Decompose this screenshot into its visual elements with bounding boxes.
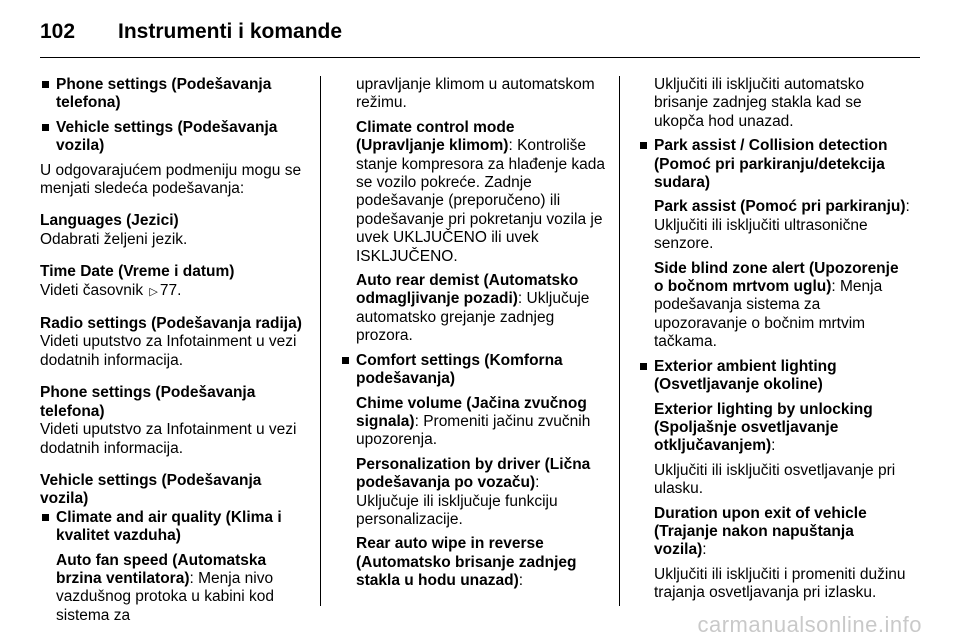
lighting-unlocking-item: Exterior lighting by unlocking (Spoljašnje osvetljavanje otključavanjem):: [654, 400, 873, 455]
personalization-item: Personalization by driver (Lična podešavanja po vozaču): Uključuje ili isključuje funkciju personalizacije.: [356, 455, 591, 528]
languages-heading: Languages (Jezici): [40, 212, 179, 230]
bullet-phone-settings: Phone settings (Podešavanja telefona): [40, 76, 308, 113]
page-ref-arrow-icon: ▷: [149, 285, 158, 298]
column-3: [638, 76, 910, 603]
auto-fan-continued: upravljanje klimom u automatskom režimu.: [356, 76, 595, 112]
bullet-comfort-settings: Comfort settings (Komforna podešavanja): [340, 352, 606, 389]
column-2: [340, 76, 606, 591]
radio-settings-text: Videti uputstvo za Infotainment u vezi dodatnih informacija.: [40, 333, 297, 369]
page-number: 102: [40, 20, 76, 43]
bullet-park-assist: Park assist / Collision detection (Pomoć pri parkiranju/detekcija sudara): [638, 137, 910, 192]
phone-settings-text: Videti uputstvo za Infotainment u vezi dodatnih informacija.: [40, 421, 297, 457]
side-blind-zone-item: Side blind zone alert (Upozorenje o bočnom mrtvom uglu): Menja podešavanja sistema za upozoravanje o bočnim mrtvim tačkama.: [654, 259, 899, 351]
bullet-vehicle-settings: Vehicle settings (Podešavanja vozila): [40, 119, 308, 156]
column-1: [40, 76, 308, 625]
chapter-title: Instrumenti i komande: [118, 20, 343, 43]
park-assist-item: Park assist (Pomoć pri parkiranju): Uključiti ili isključiti ultrasonične senzore.: [654, 198, 910, 253]
time-date-heading: Time Date (Vreme i datum): [40, 263, 235, 281]
bullet-square-icon: [640, 363, 647, 370]
bullet-climate: Climate and air quality (Klima i kvalitet vazduha): [40, 509, 308, 546]
bullet-square-icon: [42, 124, 49, 131]
radio-settings-heading: Radio settings (Podešavanja radija): [40, 315, 302, 333]
auto-rear-demist-item: Auto rear demist (Automatsko odmagljivanje pozadi): Uključuje automatsko grejanje zadnjeg prozora.: [356, 272, 590, 345]
rear-auto-wipe-continued: Uključiti ili isključiti automatsko brisanje zadnjeg stakla kad se ukopča hod unazad.: [654, 76, 865, 130]
rear-auto-wipe-item: Rear auto wipe in reverse (Automatsko brisanje zadnjeg stakla u hodu unazad):: [356, 535, 577, 590]
languages-text: Odabrati željeni jezik.: [40, 230, 188, 248]
bullet-square-icon: [42, 514, 49, 521]
column-divider-2: [619, 76, 620, 606]
time-date-text: Videti časovnik ▷ 77.: [40, 282, 308, 301]
bullet-square-icon: [640, 142, 647, 149]
intro-paragraph: U odgovarajućem podmeniju mogu se menjati sledeća podešavanja:: [40, 161, 302, 198]
watermark: carmanualsonline.info: [697, 612, 922, 637]
phone-settings-heading: Phone settings (Podešavanja telefona): [40, 384, 256, 420]
lighting-unlocking-text: Uključiti ili isključiti osvetljavanje pri ulasku.: [654, 461, 896, 498]
header-rule: [40, 57, 920, 58]
vehicle-settings-heading: Vehicle settings (Podešavanja vozila): [40, 471, 262, 508]
bullet-square-icon: [42, 81, 49, 88]
chime-volume-item: Chime volume (Jačina zvučnog signala): Promeniti jačinu zvučnih upozorenja.: [356, 394, 591, 449]
page-header: [40, 12, 342, 52]
auto-fan-item: Auto fan speed (Automatska brzina ventilatora): Menja nivo vazdušnog protoka u kabini kod sistema za: [56, 551, 275, 624]
duration-exit-item: Duration upon exit of vehicle (Trajanje nakon napuštanja vozila):: [654, 504, 867, 559]
climate-control-mode-item: Climate control mode (Upravljanje klimom): Kontroliše stanje kompresora za hlađenje kada se vozilo pokreće. Zadnje podešavanje (preporučeno) ili podešavanje pri pokretanju vozila je uvek UKLJUČENO ili uvek ISKLJUČENO.: [356, 118, 606, 265]
duration-exit-text: Uključiti ili isključiti i promeniti dužinu trajanja osvetljavanja pri izlasku.: [654, 565, 906, 602]
bullet-exterior-lighting: Exterior ambient lighting (Osvetljavanje okoline): [638, 358, 910, 395]
column-divider-1: [320, 76, 321, 606]
bullet-square-icon: [342, 357, 349, 364]
